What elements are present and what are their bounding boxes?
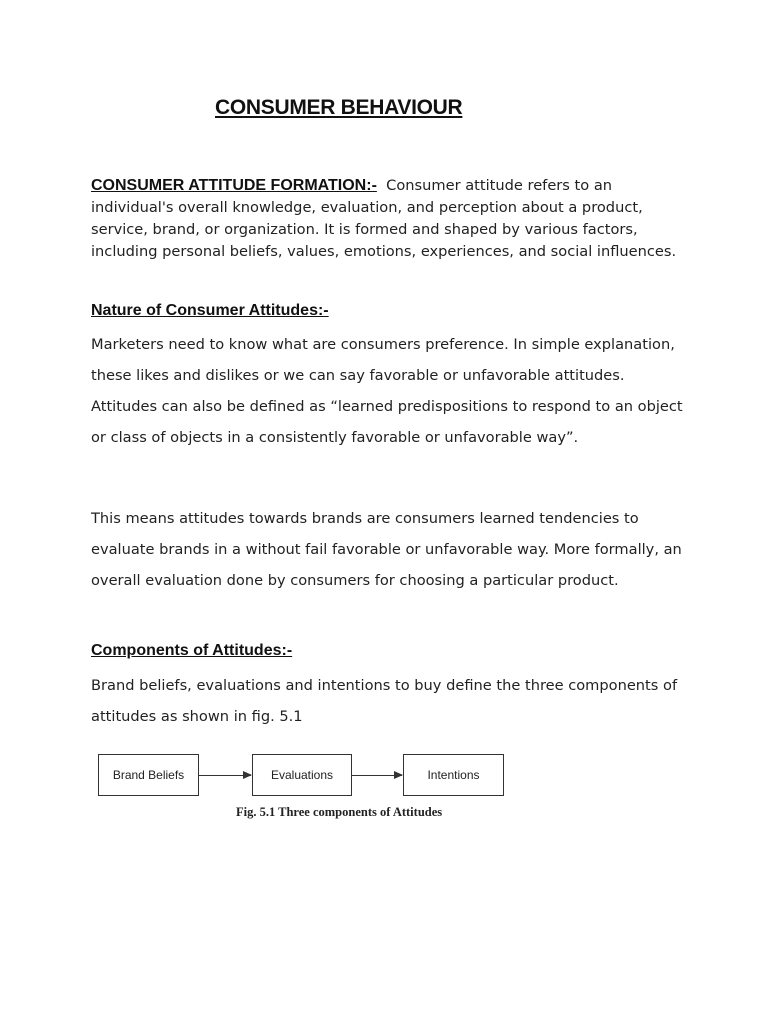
intentions-box: Intentions (403, 754, 504, 796)
figure-caption: Fig. 5.1 Three components of Attitudes (236, 805, 443, 819)
intro-paragraph (91, 175, 691, 263)
nature-paragraph-1: Marketers need to know what are consumers preference. In simple explanation, these likes and dislikes or we can say favorable or unfavorable attitudes. Attitudes can also be defined as “learned predispositions to respond to an object or class of objects in a consistently favorable or unfavorable way”. (91, 336, 683, 446)
page-title: CONSUMER BEHAVIOUR (215, 96, 463, 119)
nature-paragraph-2: This means attitudes towards brands are consumers learned tendencies to evaluate brands in a without fail favorable or unfavorable way. More formally, an overall evaluation done by consumers for choosing a particular product. (91, 510, 682, 589)
attitude-components-figure (94, 747, 514, 827)
nature-heading: Nature of Consumer Attitudes:- (91, 302, 329, 319)
intro-text: Consumer attitude refers to an individual's overall knowledge, evaluation, and perception about a product, service, brand, or organization. It is formed and shaped by various factors, including personal beliefs, values, emotions, experiences, and social influences. (91, 177, 677, 260)
evaluations-box: Evaluations (252, 754, 352, 796)
arrow-to-intentions (352, 775, 402, 776)
arrow-to-evaluations (199, 775, 251, 776)
components-heading: Components of Attitudes:- (91, 642, 293, 659)
components-paragraph: Brand beliefs, evaluations and intentions to buy define the three components of attitudes as shown in fig. 5.1 (91, 677, 678, 725)
brand-beliefs-box: Brand Beliefs (98, 754, 199, 796)
intro-lead-heading: CONSUMER ATTITUDE FORMATION:- (91, 177, 377, 194)
